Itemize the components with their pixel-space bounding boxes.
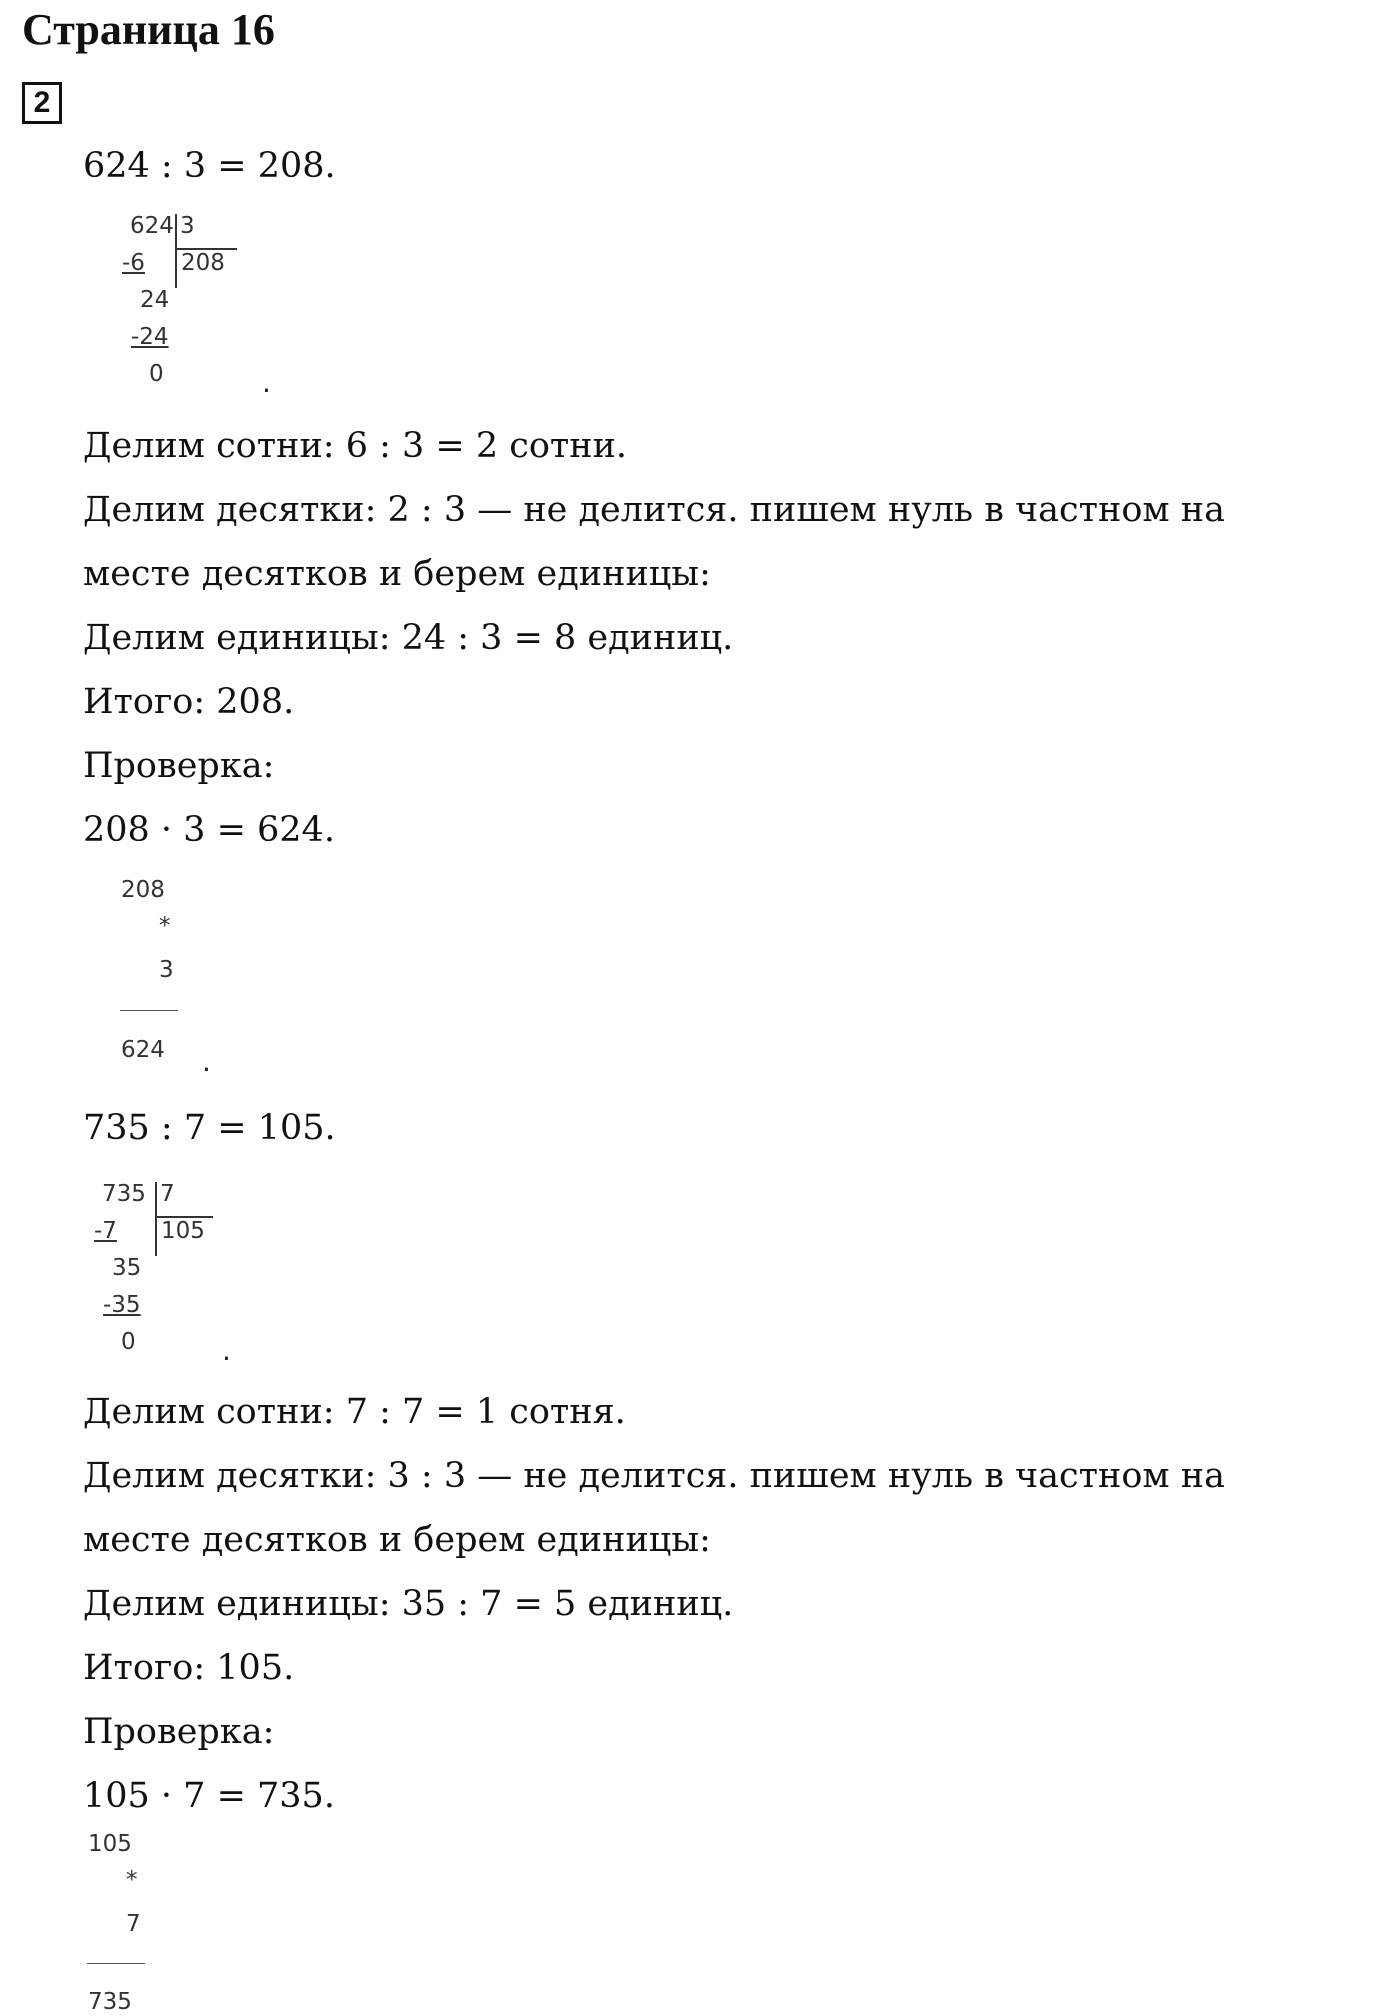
total-2: Итого: 105.	[83, 1648, 295, 1688]
text-tens-cont-1: месте десятков и берем единицы:	[83, 554, 711, 594]
multiply-sign: *	[126, 1867, 138, 1893]
result-line	[87, 1963, 145, 1964]
subtrahend-1: -6	[122, 250, 145, 276]
period-mark: .	[222, 1334, 231, 1367]
multiplicand: 208	[121, 877, 165, 903]
remainder-1: 24	[140, 287, 170, 313]
total-1: Итого: 208.	[83, 682, 295, 722]
remainder-1: 35	[112, 1255, 142, 1281]
multiplier: 7	[126, 1911, 141, 1937]
multiply-sign: *	[159, 913, 171, 939]
subtrahend-2: -24	[131, 324, 169, 350]
period-mark: .	[202, 1045, 211, 1078]
dividend: 735	[102, 1181, 146, 1207]
dividend: 624	[130, 213, 174, 239]
check-label-1: Проверка:	[83, 746, 275, 786]
check-equation-2: 105 · 7 = 735.	[83, 1776, 335, 1816]
remainder-2: 0	[121, 1329, 136, 1355]
text-tens-cont-2: месте десятков и берем единицы:	[83, 1520, 711, 1560]
check-equation-1: 208 · 3 = 624.	[83, 810, 335, 850]
page-title: Страница 16	[22, 5, 275, 54]
divisor: 7	[160, 1181, 175, 1207]
division-bar	[155, 1182, 157, 1256]
period-mark: .	[262, 366, 271, 399]
quotient: 105	[161, 1218, 205, 1244]
result-line	[120, 1010, 178, 1011]
text-tens-1: Делим десятки: 2 : 3 — не делится. пишем нуль в частном на	[83, 490, 1225, 530]
long-division-1	[118, 212, 268, 402]
remainder-2: 0	[149, 361, 164, 387]
multiplier: 3	[159, 957, 174, 983]
multiplicand: 105	[88, 1831, 132, 1857]
division-bar	[175, 214, 177, 288]
text-units-2: Делим единицы: 35 : 7 = 5 единиц.	[83, 1584, 734, 1624]
equation-1: 624 : 3 = 208.	[83, 146, 336, 186]
divisor: 3	[180, 213, 195, 239]
text-tens-2: Делим десятки: 3 : 3 — не делится. пишем нуль в частном на	[83, 1456, 1225, 1496]
text-hundreds-1: Делим сотни: 6 : 3 = 2 сотни.	[83, 426, 628, 466]
long-division-2	[90, 1180, 240, 1370]
task-number-badge: 2	[22, 82, 62, 124]
product: 624	[121, 1037, 165, 1063]
check-label-2: Проверка:	[83, 1712, 275, 1752]
text-hundreds-2: Делим сотни: 7 : 7 = 1 сотня.	[83, 1392, 626, 1432]
column-multiplication-2	[86, 1830, 206, 2016]
quotient: 208	[181, 250, 225, 276]
product: 735	[88, 1989, 132, 2015]
column-multiplication-1	[118, 876, 238, 1076]
text-units-1: Делим единицы: 24 : 3 = 8 единиц.	[83, 618, 734, 658]
equation-2: 735 : 7 = 105.	[83, 1108, 336, 1148]
subtrahend-2: -35	[103, 1292, 141, 1318]
subtrahend-1: -7	[94, 1218, 117, 1244]
